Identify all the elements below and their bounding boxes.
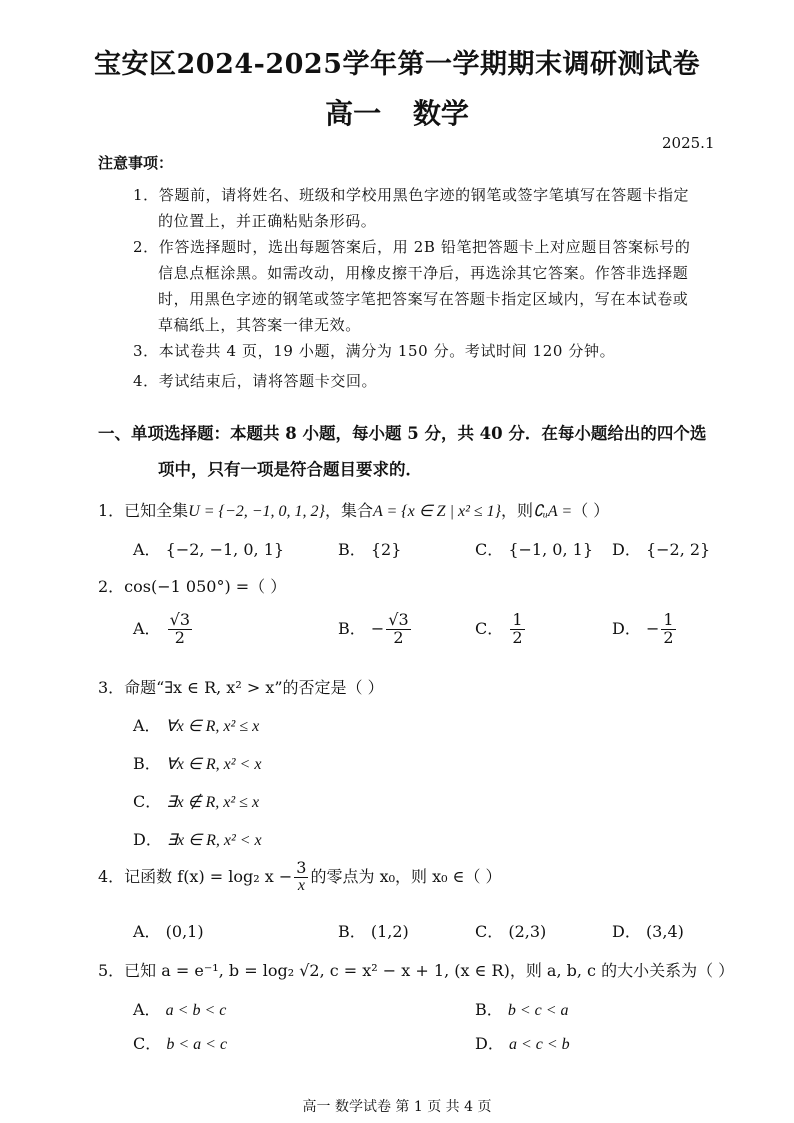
exam-subtitle: 高一 数学 (325, 97, 469, 130)
q1-option-d: D． {−2, 2} (612, 540, 711, 559)
q4-option-d: D． (3,4) (612, 922, 684, 941)
notice-line: 1．答题前，请将姓名、班级和学校用黑色字迹的钢笔或签字笔填写在答题卡指定 (133, 186, 690, 204)
q1-option-c: C． {−1, 0, 1} (475, 540, 593, 559)
q5-option-a: A． a < b < c (133, 1000, 227, 1019)
q4-option-a: A． (0,1) (133, 922, 204, 941)
question-4-stem: 4．记函数 f(x) = log₂ x − $\frac{3}{x}$ 的零点为 x₀，则 x₀ ∈（ ） (98, 858, 502, 894)
question-2-stem: 2．cos(−1 050°) =（ ） (98, 577, 287, 596)
notice-line: 2．作答选择题时，选出每题答案后，用 2B 铅笔把答题卡上对应题目答案标号的 (133, 238, 691, 256)
q4-option-c: C． (2,3) (475, 922, 547, 941)
q2-option-c: C． $\frac{1}{2}$ (475, 610, 523, 647)
question-5-stem: 5．已知 a = e⁻¹, b = log₂ √2, c = x² − x + 1, (x ∈ R)，则 a, b, c 的大小关系为（ ） (98, 961, 735, 980)
q4-option-b: B． (1,2) (338, 922, 409, 941)
q2-option-d: D． − $\frac{1}{2}$ (612, 610, 674, 647)
q3-option-b: B． ∀x ∈ R, x² < x (133, 754, 262, 773)
notice-line: 4．考试结束后，请将答题卡交回。 (133, 372, 378, 390)
q5-option-c: C． b < a < c (133, 1034, 228, 1053)
question-3-stem: 3．命题“∃x ∈ R, x² > x”的否定是（ ） (98, 678, 384, 697)
q1-option-b: B． {2} (338, 540, 402, 559)
notice-line: 3．本试卷共 4 页，19 小题，满分为 150 分。考试时间 120 分钟。 (133, 342, 616, 360)
q1-option-a: A． {−2, −1, 0, 1} (133, 540, 285, 559)
notice-heading: 注意事项： (98, 154, 174, 172)
q3-option-c: C． ∃x ∉ R, x² ≤ x (133, 792, 260, 811)
notice-line: 信息点框涂黑。如需改动，用橡皮擦干净后，再选涂其它答案。作答非选择题 (158, 264, 689, 282)
q3-option-d: D． ∃x ∈ R, x² < x (133, 830, 262, 849)
page-footer: 高一 数学试卷 第 1 页 共 4 页 (302, 1099, 492, 1115)
exam-title: 宝安区2024-2025学年第一学期期末调研测试卷 (94, 49, 700, 80)
q2-option-a: A． $\frac{√3}{2}$ (133, 610, 191, 647)
notice-line: 的位置上，并正确粘贴条形码。 (158, 212, 377, 230)
q5-option-b: B． b < c < a (475, 1000, 569, 1019)
q5-option-d: D． a < c < b (475, 1034, 570, 1053)
question-1-stem: 1．已知全集U = {−2, −1, 0, 1, 2}，集合A = {x ∈ Z | x² ≤ 1}，则∁ᵤA =（ ） (98, 501, 610, 520)
section-heading-cont: 项中，只有一项是符合题目要求的． (158, 460, 422, 479)
notice-line: 草稿纸上，其答案一律无效。 (158, 316, 361, 334)
q3-option-a: A． ∀x ∈ R, x² ≤ x (133, 716, 260, 735)
q2-option-b: B． − $\frac{√3}{2}$ (338, 610, 409, 647)
notice-line: 时，用黑色字迹的钢笔或签字笔把答案写在答题卡指定区域内，写在本试卷或 (158, 290, 689, 308)
section-heading: 一、单项选择题：本题共 8 小题，每小题 5 分，共 40 分．在每小题给出的四个选 (98, 424, 707, 443)
exam-date: 2025.1 (662, 134, 715, 152)
